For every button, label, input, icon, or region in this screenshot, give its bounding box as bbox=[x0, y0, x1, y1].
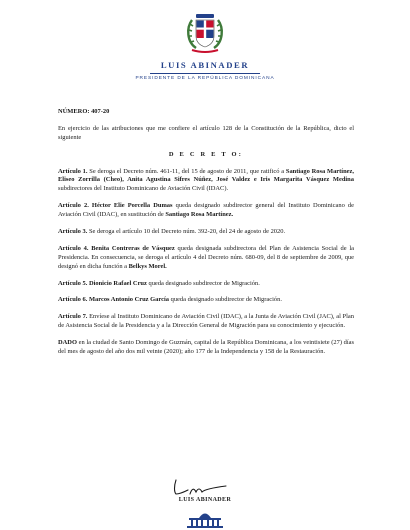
article-label: Artículo 6. bbox=[58, 296, 88, 304]
header-divider bbox=[150, 73, 260, 74]
president-title: PRESIDENTE DE LA REPÚBLICA DOMINICANA bbox=[135, 76, 275, 81]
article-emphasis: Santiago Rosa Martínez, Eliseo Zorrilla (Cheo), Anita Agustina Sifres Núñez, José Valdez e Iris Margarita Vásquez Medina bbox=[58, 167, 354, 184]
article-label: Artículo 1. bbox=[58, 167, 88, 175]
decree-intro: En ejercicio de las atribuciones que me confiere el artículo 128 de la Constitución de la República, dicto el siguiente bbox=[58, 124, 354, 141]
article-7 bbox=[58, 313, 354, 331]
decree-heading: D E C R E T O: bbox=[168, 150, 244, 158]
articles-list bbox=[58, 168, 354, 332]
article-6 bbox=[58, 296, 354, 305]
national-palace-icon bbox=[185, 508, 225, 530]
article-2 bbox=[58, 202, 354, 220]
article-label: Artículo 4. bbox=[58, 244, 89, 252]
signer-name: LUIS ABINADER bbox=[178, 497, 232, 503]
article-label: Artículo 3. bbox=[58, 228, 88, 236]
article-text: queda designado subdirector de Migración. bbox=[168, 296, 282, 304]
article-text: queda designada subdirectora del Plan de Asistencia Social de la Presidencia. En consecuencia, se deroga el artículo 4 del Decreto núm. 680-09, del 8 de septiembre de 2009, que designó en dicha función a bbox=[58, 244, 354, 270]
article-emphasis: Dionicio Rafael Cruz bbox=[87, 279, 147, 287]
president-name: LUIS ABINADER bbox=[160, 60, 250, 70]
article-emphasis: Santiago Rosa Martínez. bbox=[165, 211, 234, 219]
article-4 bbox=[58, 245, 354, 272]
article-emphasis: Belkys Morel. bbox=[128, 262, 167, 270]
article-text: Se deroga el Decreto núm. 461-11, del 15 de agosto de 2011, que ratificó a bbox=[87, 167, 286, 175]
article-1 bbox=[58, 168, 354, 195]
article-label: Artículo 7. bbox=[58, 313, 88, 321]
article-label: Artículo 2. bbox=[58, 202, 89, 210]
article-emphasis: Benita Contreras de Vásquez bbox=[88, 244, 175, 252]
article-text: queda designado subdirector de Migración. bbox=[146, 279, 260, 287]
closing-paragraph bbox=[58, 339, 354, 357]
article-5 bbox=[58, 280, 354, 289]
article-text: Se deroga el artículo 10 del Decreto núm. 392-20, del 24 de agosto de 2020. bbox=[87, 228, 286, 236]
closing-label: DADO bbox=[58, 339, 77, 347]
article-text: queda designado subdirector general del Instituto Dominicano de Aviación Civil (IDAC), en sustitución de bbox=[58, 202, 354, 219]
decree-number: NÚMERO: 407-20 bbox=[58, 108, 110, 115]
decree-body bbox=[58, 108, 354, 365]
signature-mark bbox=[170, 476, 240, 498]
article-label: Artículo 5. bbox=[58, 279, 88, 287]
article-text: subdirectores del Instituto Dominicano de Aviación Civil (IDAC). bbox=[58, 185, 229, 193]
article-3 bbox=[58, 228, 354, 237]
article-text: Envíese al Instituto Dominicano de Aviación Civil (IDAC), a la Junta de Aviación Civil (JAC), al Plan de Asistencia Social de la Presidencia y a la Dirección General de Migración para su conocimiento y ejecución. bbox=[58, 313, 354, 330]
coat-of-arms-icon bbox=[184, 10, 226, 54]
closing-text: en la ciudad de Santo Domingo de Guzmán, capital de la República Dominicana, a los veintisiete (27) días del mes de agosto del año dos mil veinte (2020); año 177 de la Independencia y 158 de la Restauración. bbox=[58, 339, 354, 356]
article-emphasis: Marcos Antonio Cruz García bbox=[87, 296, 169, 304]
article-emphasis: Héctor Elie Porcella Dumas bbox=[88, 202, 173, 210]
